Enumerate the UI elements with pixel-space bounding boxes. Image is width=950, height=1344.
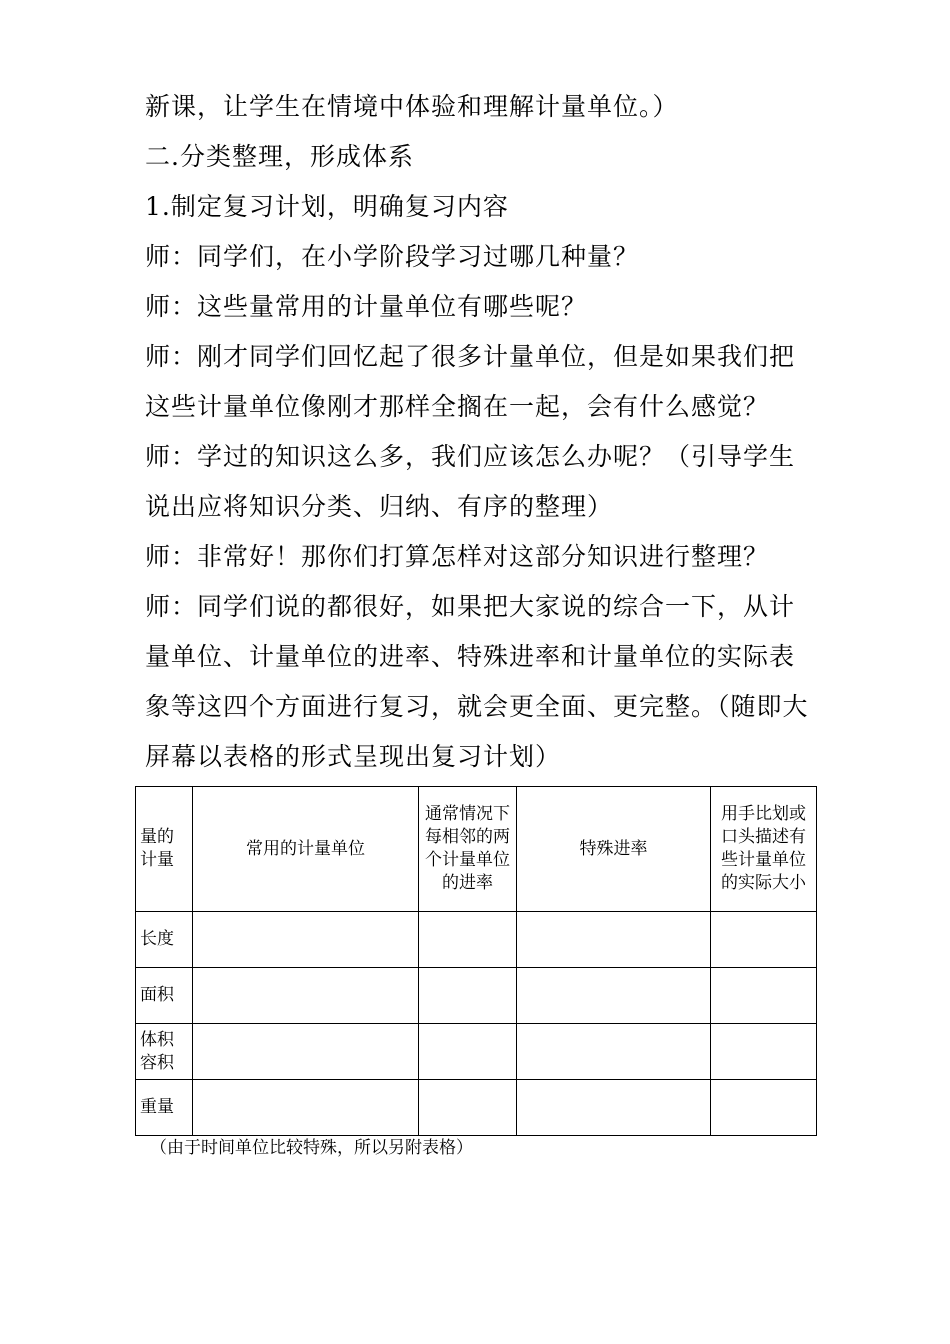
table-cell (711, 1024, 817, 1080)
teacher-line-3: 师：刚才同学们回忆起了很多计量单位，但是如果我们把这些计量单位像刚才那样全搁在一起，会有什么感觉？ (145, 342, 796, 421)
table-cell (193, 1080, 419, 1136)
header-adjacent-rate: 通常情况下每相邻的两个计量单位的进率 (419, 787, 517, 912)
section-heading: 二.分类整理，形成体系 (145, 142, 414, 171)
header-actual-size: 用手比划或口头描述有些计量单位的实际大小 (711, 787, 817, 912)
header-common-units: 常用的计量单位 (193, 787, 419, 912)
table-cell (193, 912, 419, 968)
table-cell (419, 1024, 517, 1080)
teacher-line-1: 师：同学们，在小学阶段学习过哪几种量？ (145, 242, 640, 271)
table-cell (419, 912, 517, 968)
table-cell (711, 968, 817, 1024)
teacher-line-4: 师：学过的知识这么多，我们应该怎么办呢？（引导学生说出应将知识分类、归纳、有序的整理） (145, 442, 796, 521)
table-cell (419, 1080, 517, 1136)
table-cell (193, 968, 419, 1024)
header-quantity: 量的计量 (136, 787, 193, 912)
table-cell (517, 968, 711, 1024)
table-header-row (136, 787, 817, 912)
teacher-line-2: 师：这些量常用的计量单位有哪些呢？ (145, 292, 588, 321)
table-cell (193, 1024, 419, 1080)
paragraph-intro-end: 新课，让学生在情境中体验和理解计量单位。） (145, 92, 679, 121)
row-label-volume: 体积容积 (136, 1024, 193, 1080)
table-cell (419, 968, 517, 1024)
table-note: （由于时间单位比较特殊，所以另附表格） (150, 1138, 473, 1158)
row-label-weight: 重量 (136, 1080, 193, 1136)
table-cell (711, 912, 817, 968)
table-cell (711, 1080, 817, 1136)
teacher-line-5: 师：非常好！那你们打算怎样对这部分知识进行整理？ (145, 542, 770, 571)
table-row (136, 968, 817, 1024)
table-row (136, 912, 817, 968)
header-special-rate: 特殊进率 (517, 787, 711, 912)
table-cell (517, 912, 711, 968)
review-plan-table (135, 786, 817, 1136)
table-cell (517, 1024, 711, 1080)
subsection-heading: 1.制定复习计划，明确复习内容 (145, 192, 509, 221)
row-label-area: 面积 (136, 968, 193, 1024)
table-row (136, 1080, 817, 1136)
row-label-length: 长度 (136, 912, 193, 968)
teacher-line-6: 师：同学们说的都很好，如果把大家说的综合一下，从计量单位、计量单位的进率、特殊进率和计量单位的实际表象等这四个方面进行复习，就会更全面、更完整。（随即大屏幕以表格的形式呈现出复习计划） (145, 592, 809, 771)
document-body (145, 82, 817, 782)
table-row (136, 1024, 817, 1080)
table-cell (517, 1080, 711, 1136)
